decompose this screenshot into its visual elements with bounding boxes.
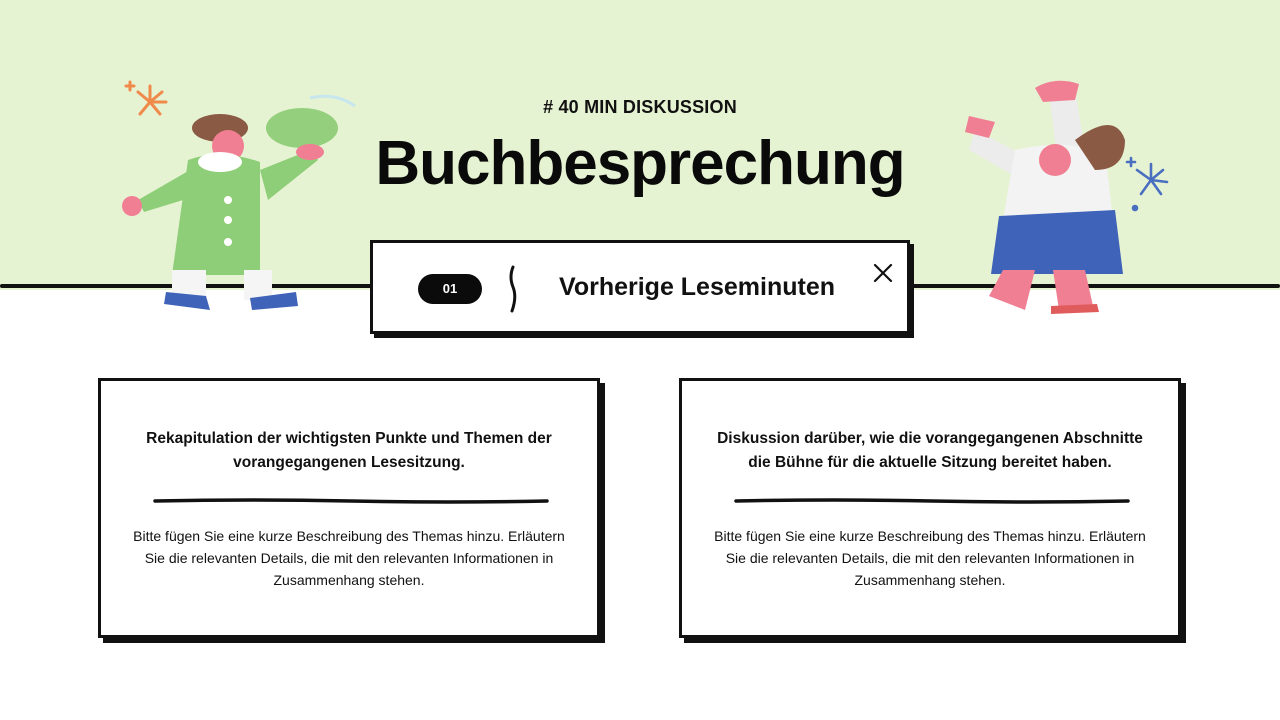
- reader-illustration-right: [955, 70, 1195, 320]
- sparkle-blue-icon: [1127, 158, 1167, 210]
- topic-number-badge: 01: [418, 274, 482, 304]
- brush-divider: [153, 498, 549, 504]
- card-heading: Rekapitulation der wichtigsten Punkte und Themen der vorangegangenen Lesesitzung.: [146, 430, 552, 471]
- card-description: Bitte fügen Sie eine kurze Beschreibung des Themas hinzu. Erläutern Sie die relevanten Details, die mit den relevanten Informationen in Zusammenhang stehen.: [714, 528, 1146, 588]
- sparkle-orange-icon: [126, 82, 166, 114]
- session-kicker: # 40 MIN DISKUSSION: [543, 97, 737, 117]
- squiggle-divider: [507, 265, 519, 313]
- card-description: Bitte fügen Sie eine kurze Beschreibung des Themas hinzu. Erläutern Sie die relevanten Details, die mit den relevanten Informationen in Zusammenhang stehen.: [133, 528, 565, 588]
- card-heading: Diskussion darüber, wie die vorangegangenen Abschnitte die Bühne für die aktuelle Sitzung bereitet haben.: [717, 430, 1143, 471]
- close-icon[interactable]: [871, 261, 895, 285]
- topic-banner: [370, 240, 910, 334]
- topic-title: Vorherige Leseminuten: [559, 273, 835, 301]
- reader-illustration-left: [110, 70, 370, 320]
- discussion-card-recap: [98, 378, 600, 638]
- book-icon: [266, 108, 338, 148]
- discussion-card-context: [679, 378, 1181, 638]
- page-title: Buchbesprechung: [375, 129, 905, 198]
- brush-divider: [734, 498, 1130, 504]
